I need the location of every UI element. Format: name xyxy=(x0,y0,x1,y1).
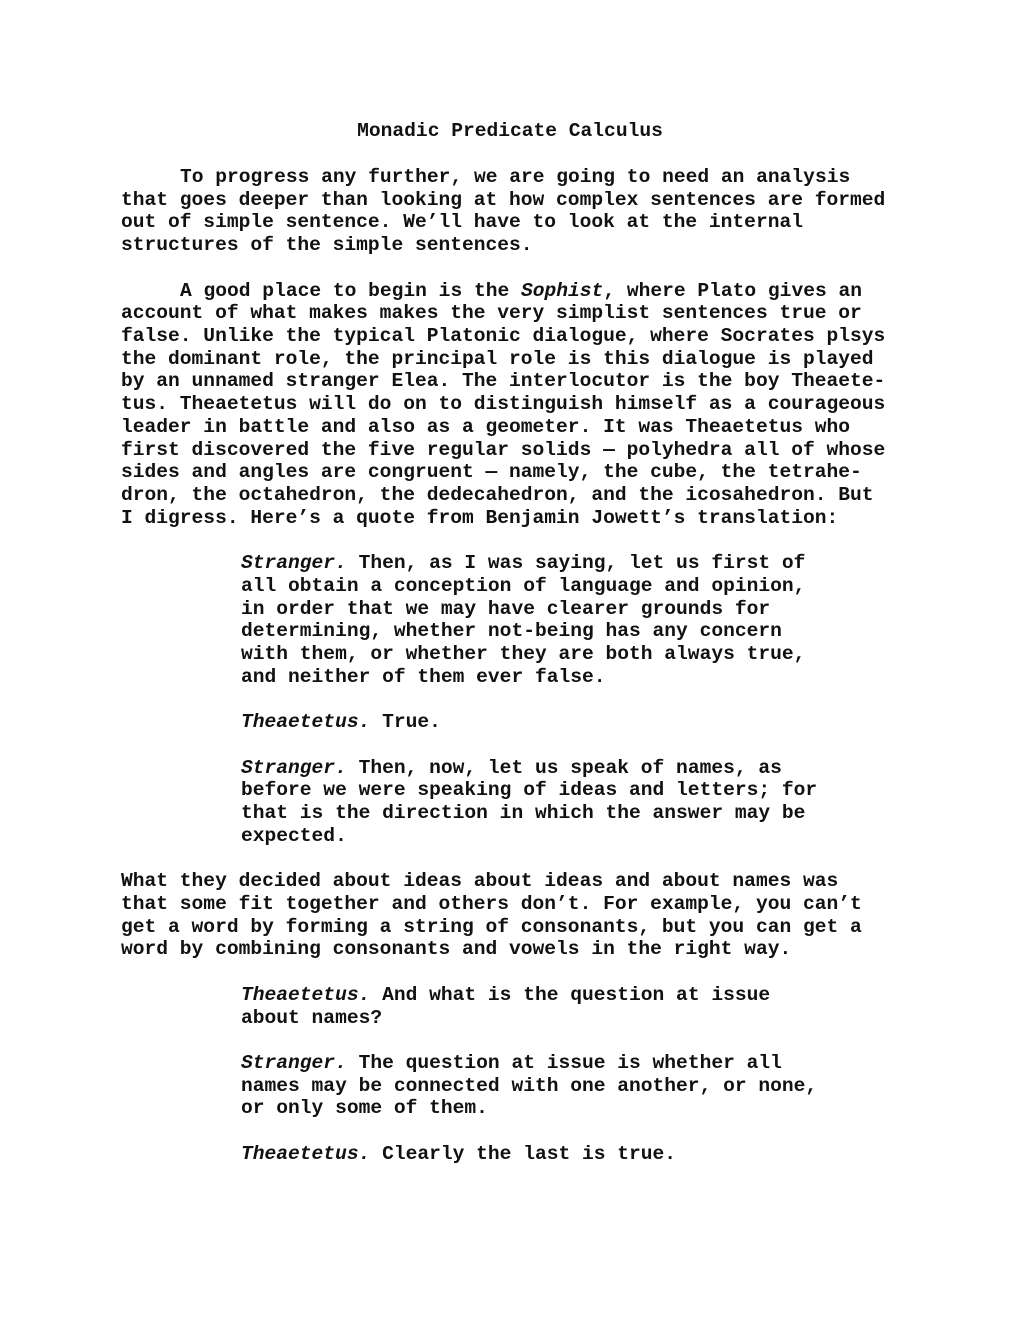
paragraph-line: word by combining consonants and vowels in the right way. xyxy=(121,938,792,960)
quote-line: before we were speaking of ideas and letters; for xyxy=(241,779,818,801)
quote-line: expected. xyxy=(241,825,347,847)
paragraph-line: out of simple sentence. We’ll have to look at the internal xyxy=(121,211,803,233)
page-title: Monadic Predicate Calculus xyxy=(357,120,663,142)
paragraph-line: tus. Theaetetus will do on to distinguish himself as a courageous xyxy=(121,393,886,415)
text-segment: And what is the question at issue xyxy=(370,984,771,1006)
paragraph-line: sides and angles are congruent — namely, the cube, the tetrahe- xyxy=(121,461,862,483)
paragraph-line: false. Unlike the typical Platonic dialogue, where Socrates plsys xyxy=(121,325,886,347)
paragraph-line: To progress any further, we are going to need an analysis xyxy=(180,166,851,188)
quote-line: that is the direction in which the answer may be xyxy=(241,802,806,824)
paragraph-line: first discovered the five regular solids — polyhedra all of whose xyxy=(121,439,886,461)
quote-line xyxy=(241,757,782,780)
text-segment: A good place to begin is the xyxy=(180,280,521,302)
paragraph-line: that some fit together and others don’t. For example, you can’t xyxy=(121,893,862,915)
text-segment: True. xyxy=(370,711,441,733)
quote-line xyxy=(241,1052,782,1075)
quote-line xyxy=(241,1143,676,1166)
work-title-sophist: Sophist xyxy=(521,280,604,302)
quote-line: determining, whether not-being has any concern xyxy=(241,620,782,642)
quote-line: and neither of them ever false. xyxy=(241,666,606,688)
speaker-label: Stranger. xyxy=(241,552,347,574)
paragraph-line: get a word by forming a string of consonants, but you can get a xyxy=(121,916,862,938)
text-segment: Then, now, let us speak of names, as xyxy=(346,757,782,779)
speaker-label: Theaetetus. xyxy=(241,1143,371,1165)
paragraph-line xyxy=(180,280,862,303)
text-segment: , where Plato gives an xyxy=(603,280,862,302)
speaker-label: Theaetetus. xyxy=(241,984,371,1006)
speaker-label: Stranger. xyxy=(241,1052,347,1074)
quote-line xyxy=(241,552,805,575)
quote-line: or only some of them. xyxy=(241,1097,488,1119)
quote-line: all obtain a conception of language and opinion, xyxy=(241,575,806,597)
paragraph-line: dron, the octahedron, the dedecahedron, and the icosahedron. But xyxy=(121,484,874,506)
paragraph-line: structures of the simple sentences. xyxy=(121,234,533,256)
quote-line: with them, or whether they are both always true, xyxy=(241,643,806,665)
paragraph-line: account of what makes makes the very simplist sentences true or xyxy=(121,302,862,324)
quote-line xyxy=(241,711,441,734)
paragraph-line: the dominant role, the principal role is this dialogue is played xyxy=(121,348,874,370)
quote-line: in order that we may have clearer grounds for xyxy=(241,598,771,620)
text-segment: The question at issue is whether all xyxy=(346,1052,782,1074)
text-segment: Clearly the last is true. xyxy=(370,1143,677,1165)
quote-line: names may be connected with one another, or none, xyxy=(241,1075,818,1097)
text-segment: Then, as I was saying, let us first of xyxy=(346,552,806,574)
speaker-label: Theaetetus. xyxy=(241,711,371,733)
speaker-label: Stranger. xyxy=(241,757,347,779)
paragraph-line: by an unnamed stranger Elea. The interlocutor is the boy Theaete- xyxy=(121,370,886,392)
paragraph-line: leader in battle and also as a geometer. It was Theaetetus who xyxy=(121,416,851,438)
quote-line: about names? xyxy=(241,1007,383,1029)
paragraph-line: What they decided about ideas about ideas and about names was xyxy=(121,870,839,892)
paragraph-line: that goes deeper than looking at how complex sentences are formed xyxy=(121,189,886,211)
quote-line xyxy=(241,984,770,1007)
paragraph-line: I digress. Here’s a quote from Benjamin Jowett’s translation: xyxy=(121,507,839,529)
